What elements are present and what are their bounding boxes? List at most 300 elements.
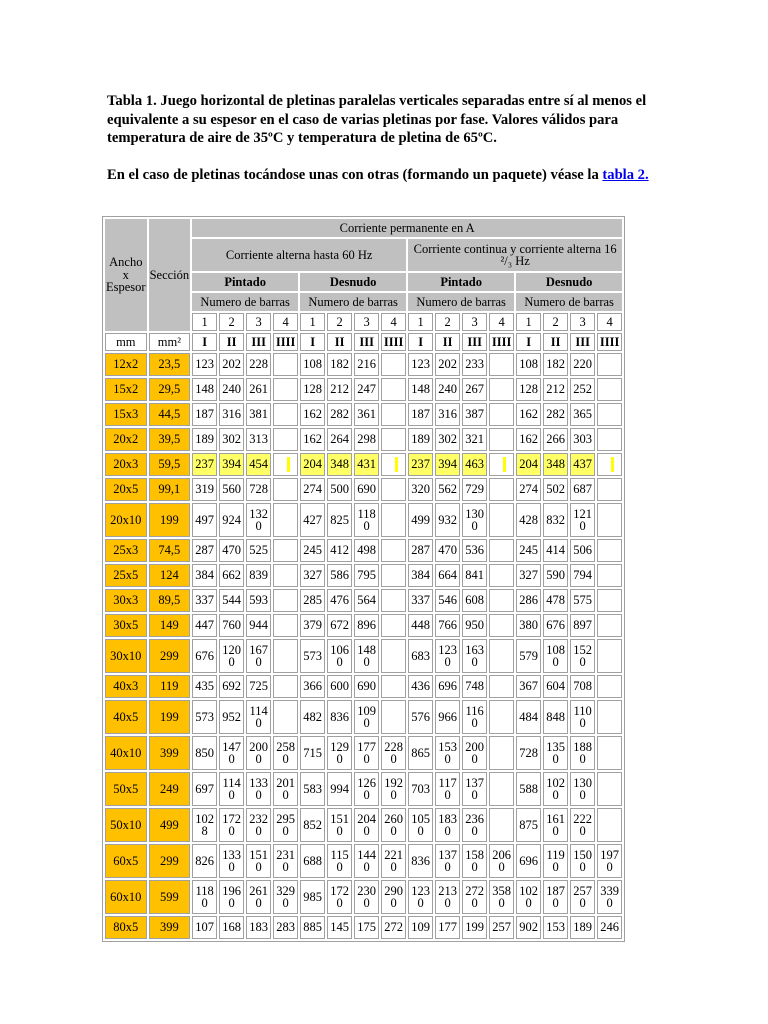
current-value-cell: 189 [570, 916, 595, 939]
current-value-cell [489, 478, 514, 501]
current-value-cell: 573 [192, 700, 217, 734]
current-value-cell: 728 [516, 736, 541, 770]
current-value-cell [597, 539, 622, 562]
highlight-marker [611, 457, 614, 472]
current-value-cell: 114 0 [246, 700, 271, 734]
current-value-cell: 316 [219, 403, 244, 426]
current-value-cell [381, 378, 406, 401]
current-value-cell: 212 [543, 378, 568, 401]
current-value-cell [597, 403, 622, 426]
current-value-cell: 499 [408, 503, 433, 537]
current-value-cell: 865 [408, 736, 433, 770]
current-value-cell: 145 [327, 916, 352, 939]
current-value-cell: 586 [327, 564, 352, 587]
current-value-cell [597, 478, 622, 501]
header-desnudo-dc: Desnudo [516, 273, 622, 291]
current-value-cell: 153 0 [435, 736, 460, 770]
bar-count-header: 3 [354, 313, 379, 331]
header-numero-barras: Numero de barras [192, 293, 298, 311]
current-value-cell: 287 [192, 539, 217, 562]
table-row [105, 478, 622, 501]
current-value-cell [489, 700, 514, 734]
current-value-cell: 484 [516, 700, 541, 734]
current-value-cell [273, 539, 298, 562]
current-value-cell [381, 503, 406, 537]
current-value-cell: 264 [327, 428, 352, 451]
header-ancho-espesor: Ancho x Espesor [105, 219, 147, 331]
bar-count-header: 4 [597, 313, 622, 331]
current-value-cell: 116 0 [462, 700, 487, 734]
header-pintado-ac: Pintado [192, 273, 298, 291]
roman-bar-header: I [192, 333, 217, 351]
size-cell: 25x5 [105, 564, 147, 587]
current-value-cell: 108 [300, 353, 325, 376]
header-corriente-alterna: Corriente alterna hasta 60 Hz [192, 239, 406, 271]
header-desnudo-ac: Desnudo [300, 273, 406, 291]
current-value-cell [273, 589, 298, 612]
current-value-cell: 546 [435, 589, 460, 612]
current-value-cell: 102 0 [516, 880, 541, 914]
current-value-cell: 437 [570, 453, 595, 476]
header-units-row [105, 333, 622, 351]
current-value-cell: 118 0 [192, 880, 217, 914]
table-row [105, 880, 622, 914]
current-value-cell [489, 353, 514, 376]
bar-count-header: 1 [516, 313, 541, 331]
current-value-cell: 183 [246, 916, 271, 939]
section-cell: 599 [149, 880, 191, 914]
current-value-cell: 708 [570, 675, 595, 698]
current-value-cell: 187 [408, 403, 433, 426]
table-row [105, 503, 622, 537]
section-cell: 199 [149, 700, 191, 734]
table-row [105, 614, 622, 637]
current-value-cell: 232 0 [246, 808, 271, 842]
current-value-cell [381, 539, 406, 562]
current-value-cell [597, 564, 622, 587]
size-cell: 12x2 [105, 353, 147, 376]
bar-count-header: 1 [408, 313, 433, 331]
current-value-cell: 182 [327, 353, 352, 376]
current-value-cell: 183 0 [435, 808, 460, 842]
current-value-cell: 365 [570, 403, 595, 426]
size-cell: 50x10 [105, 808, 147, 842]
current-value-cell: 327 [516, 564, 541, 587]
size-cell: 50x5 [105, 772, 147, 806]
current-value-cell: 120 0 [219, 639, 244, 673]
roman-bar-header: I [300, 333, 325, 351]
header-seccion: Sección [149, 219, 191, 331]
current-value-cell [273, 453, 298, 476]
current-value-cell: 482 [300, 700, 325, 734]
current-value-cell: 274 [300, 478, 325, 501]
current-value-cell: 476 [327, 589, 352, 612]
roman-bar-header: II [327, 333, 352, 351]
current-value-cell: 231 0 [273, 844, 298, 878]
current-value-cell: 200 0 [462, 736, 487, 770]
current-value-cell: 110 0 [570, 700, 595, 734]
current-value-cell: 162 [300, 403, 325, 426]
table-row [105, 403, 622, 426]
current-value-cell: 687 [570, 478, 595, 501]
current-value-cell: 428 [516, 503, 541, 537]
size-cell: 15x2 [105, 378, 147, 401]
current-value-cell: 274 [516, 478, 541, 501]
current-value-cell [597, 808, 622, 842]
current-value-cell [489, 808, 514, 842]
current-value-cell: 924 [219, 503, 244, 537]
current-value-cell: 247 [354, 378, 379, 401]
current-value-cell: 240 [435, 378, 460, 401]
current-value-cell: 506 [570, 539, 595, 562]
current-value-cell: 130 0 [570, 772, 595, 806]
current-value-cell: 132 0 [246, 503, 271, 537]
current-value-cell: 348 [327, 453, 352, 476]
table-row [105, 700, 622, 734]
current-value-cell [597, 453, 622, 476]
size-cell: 60x5 [105, 844, 147, 878]
current-value-cell: 187 0 [543, 880, 568, 914]
current-value-cell: 470 [219, 539, 244, 562]
header-numero-barras: Numero de barras [408, 293, 514, 311]
current-value-cell [597, 378, 622, 401]
current-value-cell: 932 [435, 503, 460, 537]
current-value-cell: 303 [570, 428, 595, 451]
current-value-cell: 760 [219, 614, 244, 637]
table-row [105, 639, 622, 673]
current-value-cell [597, 736, 622, 770]
current-value-cell: 258 0 [273, 736, 298, 770]
current-value-cell [273, 564, 298, 587]
current-value-cell: 135 0 [543, 736, 568, 770]
bar-count-header: 2 [435, 313, 460, 331]
current-value-cell: 237 [408, 453, 433, 476]
current-value-cell: 261 [246, 378, 271, 401]
current-value-cell: 230 0 [354, 880, 379, 914]
table-row [105, 353, 622, 376]
current-value-cell: 588 [516, 772, 541, 806]
current-value-cell: 118 0 [354, 503, 379, 537]
current-value-cell [489, 675, 514, 698]
current-value-cell: 204 0 [354, 808, 379, 842]
current-value-cell: 212 [327, 378, 352, 401]
current-value-cell: 196 0 [219, 880, 244, 914]
current-value-cell: 260 0 [381, 808, 406, 842]
current-value-cell: 257 0 [570, 880, 595, 914]
current-value-cell: 498 [354, 539, 379, 562]
current-value-cell: 896 [354, 614, 379, 637]
current-value-cell [597, 675, 622, 698]
bar-count-header: 2 [543, 313, 568, 331]
table-caption: Tabla 1. Juego horizontal de pletinas paralelas verticales separadas entre sí al menos el equivalente a su espesor en el caso de varias pletinas por fase. Valores válidos para temperatura de aire de 35ºC y temperatura de pletina de 65ºC. [107, 93, 647, 146]
section-cell: 299 [149, 639, 191, 673]
section-cell: 74,5 [149, 539, 191, 562]
section-cell: 124 [149, 564, 191, 587]
current-value-cell: 187 [192, 403, 217, 426]
current-value-cell: 151 0 [327, 808, 352, 842]
current-value-cell: 832 [543, 503, 568, 537]
bar-count-header: 4 [273, 313, 298, 331]
current-value-cell [381, 453, 406, 476]
size-cell: 20x10 [105, 503, 147, 537]
current-value-cell: 148 0 [354, 639, 379, 673]
current-value-cell: 123 0 [408, 880, 433, 914]
current-value-cell: 162 [516, 428, 541, 451]
current-value-cell: 604 [543, 675, 568, 698]
current-value-cell: 576 [408, 700, 433, 734]
current-value-cell: 158 0 [462, 844, 487, 878]
current-value-cell: 672 [327, 614, 352, 637]
current-value-cell: 199 [462, 916, 487, 939]
table-row [105, 772, 622, 806]
current-value-cell: 729 [462, 478, 487, 501]
bar-count-header: 3 [246, 313, 271, 331]
current-value-cell: 245 [300, 539, 325, 562]
current-value-cell: 321 [462, 428, 487, 451]
current-value-cell [597, 353, 622, 376]
current-value-cell: 319 [192, 478, 217, 501]
table-header [105, 219, 622, 351]
current-value-cell: 825 [327, 503, 352, 537]
current-value-cell [273, 428, 298, 451]
current-value-cell: 189 [408, 428, 433, 451]
current-value-cell: 525 [246, 539, 271, 562]
current-value-cell: 201 0 [273, 772, 298, 806]
current-value-cell: 266 [543, 428, 568, 451]
roman-bar-header: III [354, 333, 379, 351]
current-value-cell [381, 675, 406, 698]
current-value-cell: 562 [435, 478, 460, 501]
section-cell: 99,1 [149, 478, 191, 501]
current-value-cell: 950 [462, 614, 487, 637]
current-value-cell: 366 [300, 675, 325, 698]
current-value-cell: 431 [354, 453, 379, 476]
size-cell: 40x10 [105, 736, 147, 770]
current-value-cell: 282 [327, 403, 352, 426]
size-cell: 30x5 [105, 614, 147, 637]
current-value-cell: 384 [192, 564, 217, 587]
current-value-cell: 106 0 [327, 639, 352, 673]
current-value-cell: 272 0 [462, 880, 487, 914]
current-value-cell: 573 [300, 639, 325, 673]
current-value-cell: 690 [354, 478, 379, 501]
current-value-cell: 579 [516, 639, 541, 673]
current-value-cell: 848 [543, 700, 568, 734]
current-value-cell: 329 0 [273, 880, 298, 914]
current-value-cell: 286 [516, 589, 541, 612]
current-value-cell: 696 [516, 844, 541, 878]
current-value-cell: 126 0 [354, 772, 379, 806]
current-value-cell [273, 378, 298, 401]
current-value-cell: 985 [300, 880, 325, 914]
current-value-cell: 108 0 [543, 639, 568, 673]
current-value-cell: 240 [219, 378, 244, 401]
header-numero-barras: Numero de barras [516, 293, 622, 311]
current-value-cell: 380 [516, 614, 541, 637]
bar-count-header: 4 [489, 313, 514, 331]
current-value-cell: 470 [435, 539, 460, 562]
current-value-cell: 137 0 [462, 772, 487, 806]
current-value-cell: 897 [570, 614, 595, 637]
current-value-cell: 121 0 [570, 503, 595, 537]
current-value-cell: 148 [408, 378, 433, 401]
section-cell: 59,5 [149, 453, 191, 476]
table-row [105, 453, 622, 476]
size-cell: 40x3 [105, 675, 147, 698]
current-value-cell [597, 639, 622, 673]
current-value-cell: 117 0 [435, 772, 460, 806]
current-value-cell: 379 [300, 614, 325, 637]
size-cell: 80x5 [105, 916, 147, 939]
current-value-cell: 944 [246, 614, 271, 637]
current-value-cell: 282 [543, 403, 568, 426]
current-value-cell: 245 [516, 539, 541, 562]
note-paragraph [107, 166, 667, 185]
current-value-cell: 168 [219, 916, 244, 939]
roman-bar-header: III [570, 333, 595, 351]
current-value-cell: 839 [246, 564, 271, 587]
current-value-cell: 583 [300, 772, 325, 806]
current-value-cell: 114 0 [219, 772, 244, 806]
section-cell: 39,5 [149, 428, 191, 451]
current-value-cell: 161 0 [543, 808, 568, 842]
roman-bar-header: II [435, 333, 460, 351]
current-value-cell: 221 0 [381, 844, 406, 878]
section-cell: 23,5 [149, 353, 191, 376]
section-cell: 29,5 [149, 378, 191, 401]
section-cell: 499 [149, 808, 191, 842]
current-value-cell: 852 [300, 808, 325, 842]
current-value-cell: 123 0 [435, 639, 460, 673]
current-value-cell [273, 639, 298, 673]
current-value-cell: 123 [192, 353, 217, 376]
current-value-cell: 463 [462, 453, 487, 476]
current-value-cell [489, 539, 514, 562]
roman-bar-header: IIII [597, 333, 622, 351]
current-value-cell: 189 [192, 428, 217, 451]
section-cell: 299 [149, 844, 191, 878]
section-cell: 249 [149, 772, 191, 806]
current-value-cell [273, 503, 298, 537]
current-value-cell [273, 403, 298, 426]
current-value-cell: 172 0 [327, 880, 352, 914]
current-value-cell [273, 614, 298, 637]
size-cell: 20x3 [105, 453, 147, 476]
current-value-cell: 133 0 [246, 772, 271, 806]
roman-bar-header: IIII [273, 333, 298, 351]
table-body [105, 353, 622, 939]
current-value-cell: 875 [516, 808, 541, 842]
current-value-cell [597, 428, 622, 451]
current-value-cell: 575 [570, 589, 595, 612]
bar-count-header: 3 [462, 313, 487, 331]
bar-count-header: 1 [192, 313, 217, 331]
current-value-cell [489, 428, 514, 451]
header-pintado-dc: Pintado [408, 273, 514, 291]
current-value-cell: 313 [246, 428, 271, 451]
current-value-cell: 172 0 [219, 808, 244, 842]
table-row [105, 539, 622, 562]
current-value-cell: 435 [192, 675, 217, 698]
current-value-cell: 836 [327, 700, 352, 734]
current-value-cell: 216 [354, 353, 379, 376]
current-value-cell: 348 [543, 453, 568, 476]
current-value-cell: 252 [570, 378, 595, 401]
current-value-cell: 285 [300, 589, 325, 612]
note-text: En el caso de pletinas tocándose unas con otras (formando un paquete) véase la [107, 166, 603, 183]
current-value-cell: 367 [516, 675, 541, 698]
size-cell: 40x5 [105, 700, 147, 734]
current-value-cell: 202 [219, 353, 244, 376]
current-value-cell [489, 403, 514, 426]
table-row [105, 844, 622, 878]
current-value-cell: 123 [408, 353, 433, 376]
current-value-cell [381, 614, 406, 637]
header-corriente-permanente: Corriente permanente en A [192, 219, 622, 237]
section-cell: 149 [149, 614, 191, 637]
current-value-cell [273, 353, 298, 376]
size-cell: 20x2 [105, 428, 147, 451]
current-value-cell: 560 [219, 478, 244, 501]
current-value-cell: 384 [408, 564, 433, 587]
current-value-cell [381, 639, 406, 673]
roman-bar-header: IIII [489, 333, 514, 351]
current-value-cell [273, 675, 298, 698]
current-value-cell [597, 614, 622, 637]
current-value-cell: 447 [192, 614, 217, 637]
size-cell: 15x3 [105, 403, 147, 426]
bar-count-header: 3 [570, 313, 595, 331]
section-cell: 89,5 [149, 589, 191, 612]
current-value-cell [489, 564, 514, 587]
current-value-cell: 502 [543, 478, 568, 501]
current-value-cell: 197 0 [597, 844, 622, 878]
current-value-cell [381, 403, 406, 426]
current-value-cell: 237 [192, 453, 217, 476]
section-cell: 399 [149, 916, 191, 939]
size-cell: 30x10 [105, 639, 147, 673]
current-value-cell: 536 [462, 539, 487, 562]
current-value-cell: 220 [570, 353, 595, 376]
current-value-cell: 115 0 [327, 844, 352, 878]
current-value-cell: 107 [192, 916, 217, 939]
current-value-cell [489, 589, 514, 612]
table-row [105, 589, 622, 612]
current-value-cell [489, 736, 514, 770]
current-value-cell: 119 0 [543, 844, 568, 878]
current-value-cell: 337 [192, 589, 217, 612]
current-value-cell: 414 [543, 539, 568, 562]
tabla-2-link[interactable]: tabla 2. [602, 166, 649, 183]
current-value-cell: 497 [192, 503, 217, 537]
current-value-cell: 204 [516, 453, 541, 476]
current-value-cell: 128 [300, 378, 325, 401]
current-value-cell: 608 [462, 589, 487, 612]
current-value-cell: 213 0 [435, 880, 460, 914]
current-value-cell: 202 [435, 353, 460, 376]
current-value-cell: 715 [300, 736, 325, 770]
current-value-cell: 167 0 [246, 639, 271, 673]
size-cell: 30x3 [105, 589, 147, 612]
current-value-cell: 600 [327, 675, 352, 698]
roman-bar-header: III [246, 333, 271, 351]
current-value-cell: 302 [219, 428, 244, 451]
current-value-cell: 683 [408, 639, 433, 673]
table-row [105, 808, 622, 842]
current-value-cell: 436 [408, 675, 433, 698]
current-value-cell: 108 [516, 353, 541, 376]
header-numero-barras: Numero de barras [300, 293, 406, 311]
